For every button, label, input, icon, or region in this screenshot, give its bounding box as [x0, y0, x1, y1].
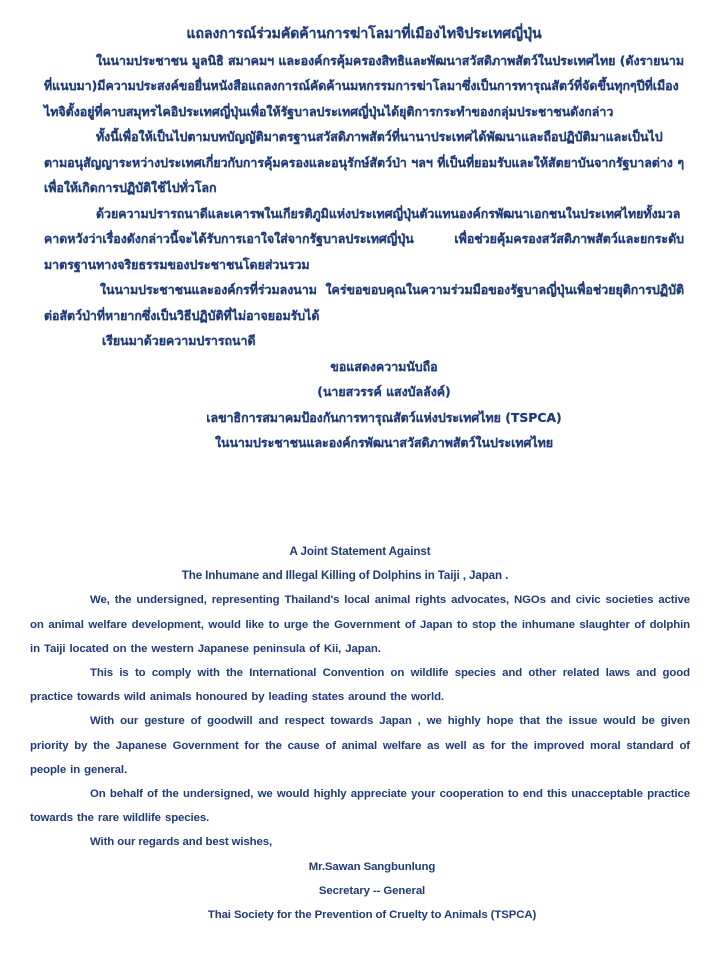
english-signature-name: Mr.Sawan Sangbunlung: [308, 860, 436, 873]
thai-signature-name: (นายสวรรค์ แสงบัลลังค์): [317, 384, 451, 399]
thai-statement: [44, 22, 684, 456]
english-paragraph-2: This is to comply with the International Convention on wildlife species and other related laws and good practice towards wild animals honoured by leading states around the world.: [30, 667, 690, 704]
english-paragraph-4: On behalf of the undersigned, we would highly appreciate your cooperation to end this unacceptable practice towards the rare wildlife species.: [30, 788, 690, 825]
thai-signature-org: ในนามประชาชนและองค์กรพัฒนาสวัสดิภาพสัตว์ในประเทศไทย: [214, 435, 554, 450]
thai-paragraph-3: ด้วยความปรารถนาดีและเคารพในเกียรติภูมิแห่งประเทศญี่ปุ่นตัวแทนองค์กรพัฒนาเอกชนในประเทศไทยทั้งมวลคาดหวังว่าเรื่องดังกล่าวนี้จะได้รับการเอาใจใส่จากรัฐบาลประเทศญี่ปุ่น เพื่อช่วยคุ้มครองสวัสดิภาพสัตว์และยกระดับมาตรฐานทางจริยธรรมของประชาชนโดยส่วนรวม: [44, 205, 684, 272]
english-title: A Joint Statement Against: [289, 545, 431, 558]
english-closing: With our regards and best wishes,: [90, 836, 273, 849]
thai-title: แถลงการณ์ร่วมคัดค้านการฆ่าโลมาที่เมืองไทจิประเทศญี่ปุ่น: [186, 26, 542, 42]
thai-paragraph-1: ในนามประชาชน มูลนิธิ สมาคมฯ และองค์กรคุ้มครองสิทธิและพัฒนาสวัสดิภาพสัตว์ในประเทศไทย (ดังรายนามที่แนบมา)มีความประสงค์ขอยื่นหนังสือแถลงการณ์คัดค้านมหกรรมการฆ่าโลมาซึ่งเป็นการทารุณสัตว์ที่จัดขึ้นทุกๆปีที่เมืองไทจิตั้งอยู่ที่คาบสมุทรไคอิประเทศญี่ปุ่นเพื่อให้รัฐบาลประเทศญี่ปุ่นได้ยุติการกระทำของกลุ่มประชาชนดังกล่าว: [44, 52, 684, 119]
english-signature-title: Secretary -- General: [318, 884, 426, 897]
english-paragraph-3: With our gesture of goodwill and respect towards Japan , we highly hope that the issue would be given priority by the Japanese Government for the cause of animal welfare as well as for the improved moral standard of people in general.: [30, 715, 690, 776]
thai-paragraph-4: ในนามประชาชนและองค์กรที่ร่วมลงนาม ใคร่ขอขอบคุณในความร่วมมือของรัฐบาลญี่ปุ่นเพื่อช่วยยุติการปฏิบัติต่อสัตว์ป่าที่หายากซึ่งเป็นวิธีปฏิบัติที่ไม่อาจยอมรับได้: [44, 282, 684, 323]
english-signature-org: Thai Society for the Prevention of Cruelty to Animals (TSPCA): [207, 909, 537, 922]
english-paragraph-1: We, the undersigned, representing Thailand's local animal rights advocates, NGOs and civic societies active on animal welfare development, would like to urge the Government of Japan to stop the inhumane slaughter of dolphin in Taiji located on the western Japanese peninsula of Kii, Japan.: [30, 594, 690, 655]
thai-signature-regards: ขอแสดงความนับถือ: [330, 358, 438, 374]
english-subtitle: The Inhumane and Illegal Killing of Dolphins in Taiji , Japan .: [181, 569, 509, 583]
thai-paragraph-2: ทั้งนี้เพื่อให้เป็นไปตามบทบัญญัติมาตรฐานสวัสดิภาพสัตว์ที่นานาประเทศได้พัฒนาและถือปฏิบัติมาและเป็นไปตามอนุสัญญาระหว่างประเทศเกี่ยวกับการคุ้มครองและอนุรักษ์สัตว์ป่า ฯลฯ ที่เป็นที่ยอมรับและให้สัตยาบันจากรัฐบาลต่าง ๆ เพื่อให้เกิดการปฏิบัติใช้ไปทั่วโลก: [44, 129, 684, 195]
thai-closing: เรียนมาด้วยความปรารถนาดี: [102, 333, 256, 348]
thai-signature-title: เลขาธิการสมาคมป้องกันการทารุณสัตว์แห่งประเทศไทย (TSPCA): [206, 409, 562, 425]
english-statement: [30, 540, 690, 927]
